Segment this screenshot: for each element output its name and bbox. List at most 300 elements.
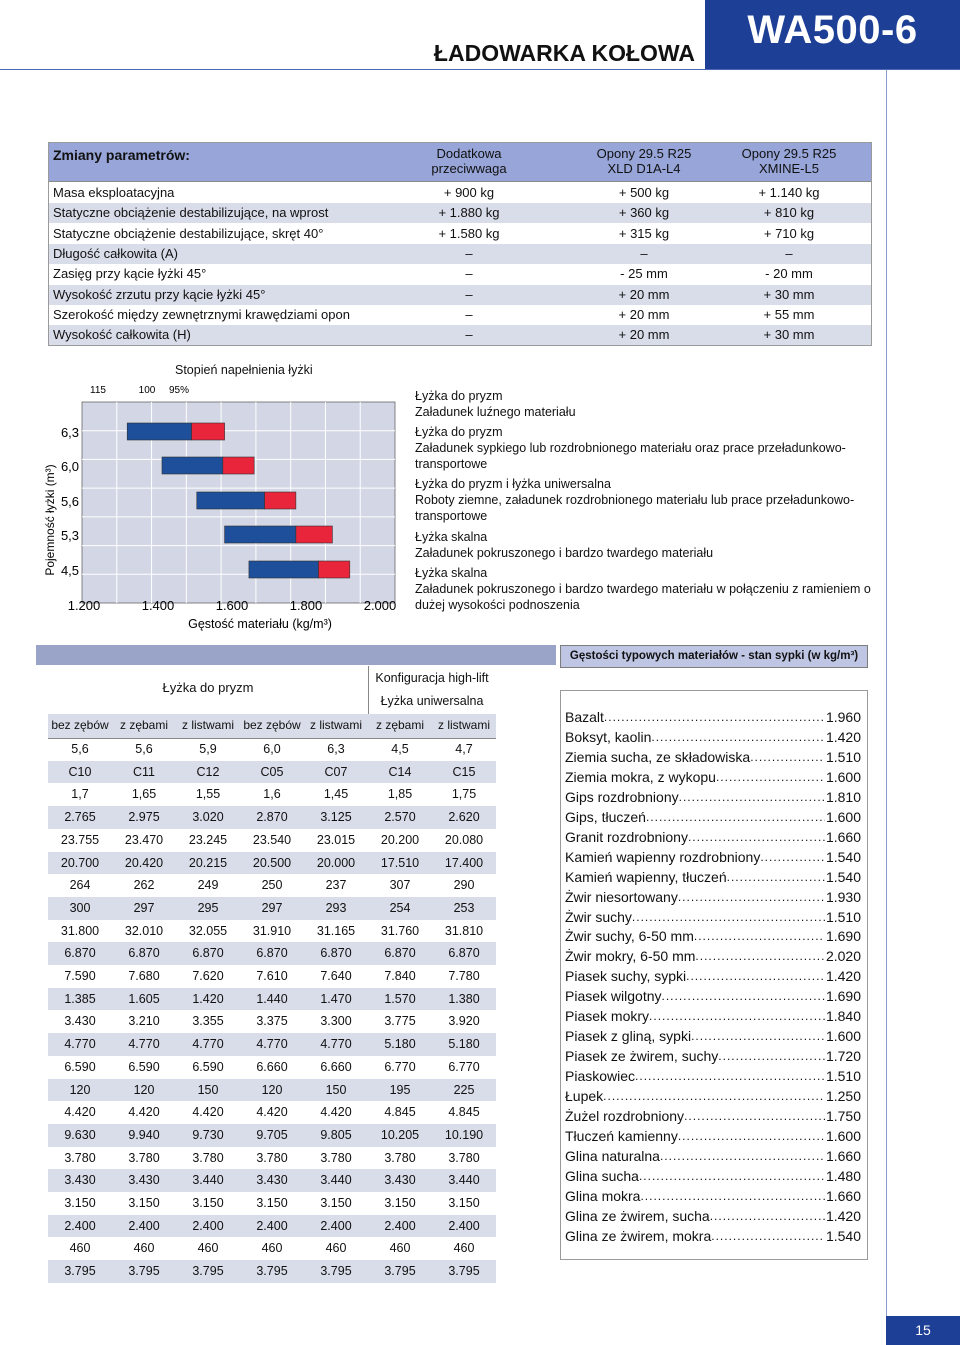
dot-leader	[684, 1106, 825, 1126]
y-tick-label: 4,5	[60, 563, 80, 578]
material-density: 1.540	[825, 848, 861, 865]
material-density: 1.690	[825, 988, 861, 1005]
spec-cell: 6.660	[320, 1059, 352, 1074]
density-item	[565, 986, 861, 1006]
material-name: Glina naturalna	[565, 1147, 660, 1164]
dot-leader	[640, 1186, 825, 1206]
spec-cell: 3.920	[448, 1014, 480, 1029]
spec-cell: 4,7	[455, 742, 473, 756]
spec-cell: 6.770	[448, 1059, 480, 1074]
spec-cell: 4.845	[448, 1105, 480, 1120]
spec-cell: 17.400	[444, 855, 484, 870]
material-name: Żwir suchy	[565, 908, 632, 925]
spec-row	[48, 1033, 496, 1056]
bar-fill-115-100	[162, 457, 223, 474]
spec-cell: C14	[388, 764, 412, 779]
x-tick-label: 1.400	[141, 598, 175, 613]
spec-row	[48, 1124, 496, 1147]
bar-fill-115-100	[249, 561, 319, 578]
spec-cell: 20.420	[124, 855, 164, 870]
spec-cell: 3.440	[320, 1173, 352, 1188]
material-name: Glina ze żwirem, sucha	[565, 1207, 710, 1224]
dot-leader	[660, 1146, 825, 1166]
spec-cell: 5,6	[135, 742, 153, 756]
density-item	[565, 1226, 861, 1246]
spec-cell: 5,9	[199, 742, 217, 756]
spec-cell: 9.705	[256, 1127, 288, 1142]
spec-cell: 1.385	[64, 991, 96, 1006]
parameter-value: –	[465, 306, 473, 322]
material-density: 1.600	[825, 768, 861, 785]
material-density: 2.020	[825, 948, 861, 965]
spec-cell: 5.180	[448, 1037, 480, 1052]
parameter-label: Wysokość całkowita (H)	[53, 327, 191, 343]
density-list	[560, 690, 868, 1260]
spec-cell: 250	[261, 878, 283, 893]
spec-cell: 7.680	[128, 969, 160, 983]
spec-cell: 2.400	[128, 1218, 160, 1233]
spec-cell: 3.795	[320, 1264, 352, 1279]
y-tick-label: 5,6	[60, 494, 80, 509]
spec-row	[48, 1101, 496, 1124]
material-name: Gips, tłuczeń	[565, 808, 646, 825]
spec-cell: 2.400	[256, 1218, 288, 1233]
spec-cell: 6.590	[64, 1059, 96, 1074]
bucket-type: Łyżka do pryzm	[415, 425, 503, 439]
parameter-row	[49, 264, 871, 284]
spec-cell: 31.910	[252, 923, 292, 938]
density-item	[565, 867, 861, 887]
material-density: 1.930	[825, 888, 861, 905]
spec-cell: 300	[69, 900, 91, 915]
density-item	[565, 1126, 861, 1146]
material-name: Piasek suchy, sypki	[565, 968, 687, 985]
spec-cell: 4.770	[256, 1037, 288, 1052]
spec-cell: 3.150	[448, 1196, 480, 1210]
model-name: WA500-6	[747, 8, 918, 52]
spec-row	[48, 874, 496, 897]
spec-cell: 6.870	[256, 946, 288, 961]
material-name: Łupek	[565, 1088, 604, 1105]
spec-cell: 4.770	[64, 1037, 96, 1052]
spec-cell: 295	[197, 900, 219, 915]
material-density: 1.420	[825, 1207, 861, 1224]
density-item	[565, 887, 861, 907]
spec-cell: 3.440	[448, 1173, 480, 1188]
spec-cell: C05	[260, 764, 284, 779]
parameter-row	[49, 285, 871, 305]
spec-cell: 3.150	[64, 1196, 96, 1210]
spec-cell: 4.420	[128, 1105, 160, 1120]
spec-cell: C07	[324, 764, 348, 779]
density-item	[565, 907, 861, 927]
parameter-value: –	[465, 245, 473, 261]
spec-cell: 6.870	[448, 946, 480, 961]
spec-cell: 4.420	[64, 1105, 96, 1120]
material-density: 1.660	[825, 1187, 861, 1204]
page-number: 15	[886, 1316, 960, 1345]
bucket-use: Załadunek sypkiego lub rozdrobnionego materiału oraz prace przeładunkowo-transportowe	[415, 441, 846, 471]
dot-leader	[604, 707, 825, 727]
dot-leader	[688, 827, 825, 847]
spec-cell: 1,85	[387, 787, 413, 802]
density-item	[565, 1006, 861, 1026]
parameter-value: + 20 mm	[618, 327, 670, 343]
spec-cell: 460	[69, 1241, 91, 1256]
density-item	[565, 727, 861, 747]
spec-cell: 4.770	[128, 1037, 160, 1052]
spec-row	[48, 988, 496, 1011]
spec-cell: 31.800	[60, 923, 100, 938]
margin-rule	[886, 70, 887, 1345]
spec-cell: 3.795	[256, 1264, 288, 1279]
material-name: Piasek ze żwirem, suchy	[565, 1048, 719, 1065]
parameter-value: + 20 mm	[618, 306, 670, 322]
density-item	[565, 707, 861, 727]
spec-cell: 7.640	[320, 969, 352, 983]
dot-leader	[711, 1226, 825, 1246]
density-item	[565, 807, 861, 827]
parameter-label: Zasięg przy kącie łyżki 45°	[53, 266, 207, 282]
spec-cell: 1.440	[256, 991, 288, 1006]
density-item	[565, 1026, 861, 1046]
spec-cell: 120	[261, 1082, 283, 1097]
spec-cell: 6.770	[384, 1059, 416, 1074]
spec-cell: 1,7	[71, 787, 89, 802]
spec-row	[48, 965, 496, 988]
model-banner	[705, 0, 960, 70]
spec-cell: 2.400	[64, 1218, 96, 1233]
spec-cell: 120	[133, 1082, 155, 1097]
document-title: ŁADOWARKA KOŁOWA	[433, 40, 695, 66]
spec-cell: 2.400	[320, 1218, 352, 1233]
bucket-type: Łyżka skalna	[415, 530, 488, 544]
spec-cell: 10.205	[380, 1127, 420, 1142]
density-item	[565, 966, 861, 986]
y-tick-label: 6,0	[60, 459, 80, 474]
group-header-universal-bucket: Łyżka uniwersalna	[380, 694, 484, 708]
dot-leader	[679, 787, 825, 807]
spec-cell: 1.570	[384, 991, 416, 1006]
spec-row	[48, 1169, 496, 1192]
density-table-title: Gęstości typowych materiałów - stan sypki (w kg/m³)	[560, 645, 868, 668]
spec-cell: 3.375	[256, 1014, 288, 1029]
spec-cell: 1,75	[451, 787, 477, 802]
spec-row	[48, 852, 496, 875]
spec-cell: 3.150	[320, 1196, 352, 1210]
spec-cell: 6.870	[320, 946, 352, 961]
column-header: z listwami	[181, 718, 234, 732]
spec-row	[48, 1079, 496, 1102]
spec-cell: 3.300	[320, 1014, 352, 1029]
density-item	[565, 1186, 861, 1206]
column-header: bez zębów	[51, 718, 109, 732]
spec-cell: 6,0	[263, 742, 281, 756]
spec-cell: 3.430	[128, 1173, 160, 1188]
material-name: Piasek z gliną, sypki	[565, 1028, 692, 1045]
dot-leader	[662, 986, 826, 1006]
column-header: z zębami	[119, 718, 169, 732]
material-name: Glina ze żwirem, mokra	[565, 1227, 712, 1244]
dot-leader	[750, 747, 825, 767]
spec-cell: 4.770	[320, 1037, 352, 1052]
spec-cell: 3.780	[256, 1150, 288, 1165]
parameter-label: Statyczne obciążenie destabilizujące, skręt 40°	[53, 225, 324, 241]
material-density: 1.840	[825, 1008, 861, 1025]
material-density: 1.250	[825, 1088, 861, 1105]
fill-level-label: 115	[90, 385, 106, 396]
spec-row	[48, 942, 496, 965]
material-density: 1.480	[825, 1167, 861, 1184]
x-tick-label: 1.800	[289, 598, 323, 613]
spec-row	[48, 806, 496, 829]
bucket-type: Łyżka do pryzm	[415, 389, 503, 403]
spec-cell: 2.400	[384, 1218, 416, 1233]
x-tick-label: 1.600	[215, 598, 249, 613]
spec-cell: 7.620	[192, 969, 224, 983]
y-axis-label: Pojemność łyżki (m³)	[43, 464, 57, 576]
column-header-tyres-xmine: Opony 29.5 R25 XMINE-L5	[741, 146, 837, 176]
spec-cell: 7.590	[64, 969, 96, 983]
spec-cell: C12	[196, 764, 220, 779]
spec-cell: 150	[197, 1082, 219, 1097]
bucket-legend-item	[415, 476, 875, 524]
dot-leader	[651, 727, 825, 747]
column-header: z listwami	[437, 718, 490, 732]
dot-leader	[695, 946, 825, 966]
bucket-use: Roboty ziemne, załadunek rozdrobnionego materiału lub prace przeładunkowo-transportowe	[415, 493, 855, 523]
spec-cell: C15	[452, 764, 476, 779]
spec-cell: 2.870	[256, 810, 288, 825]
spec-cell: 32.055	[188, 923, 228, 938]
spec-cell: 3.795	[192, 1264, 224, 1279]
spec-cell: 237	[325, 878, 347, 893]
spec-row	[48, 761, 496, 784]
spec-cell: 20.080	[444, 832, 484, 847]
spec-cell: 4.420	[256, 1105, 288, 1120]
spec-cell: 1.470	[320, 991, 352, 1006]
density-item	[565, 1106, 861, 1126]
spec-cell: 4.845	[384, 1105, 416, 1120]
dot-leader	[678, 887, 825, 907]
spec-cell: 32.010	[124, 923, 164, 938]
spec-cell: 460	[389, 1241, 411, 1256]
parameter-row	[49, 183, 871, 203]
parameter-changes-table	[48, 142, 872, 346]
spec-cell: 23.540	[252, 832, 292, 847]
bucket-legend-item	[415, 565, 875, 613]
spec-cell: 1,6	[263, 787, 281, 802]
spec-cell: 2.570	[384, 810, 416, 825]
density-item	[565, 847, 861, 867]
spec-cell: 3.430	[256, 1173, 288, 1188]
material-name: Żwir mokry, 6-50 mm	[565, 948, 696, 965]
group-header-high-lift: Konfiguracja high-lift	[375, 671, 489, 685]
spec-cell: 2.400	[192, 1218, 224, 1233]
bar-fill-100-95	[296, 526, 333, 543]
parameter-row	[49, 224, 871, 244]
spec-cell: 3.430	[64, 1014, 96, 1029]
spec-cell: 9.940	[128, 1127, 160, 1142]
spec-cell: 2.620	[448, 810, 480, 825]
spec-cell: 4.420	[192, 1105, 224, 1120]
dot-leader	[710, 1206, 825, 1226]
parameter-table-title: Zmiany parametrów:	[53, 147, 190, 163]
spec-row	[48, 1056, 496, 1079]
group-header-pile-bucket: Łyżka do pryzm	[162, 680, 254, 695]
bucket-type: Łyżka skalna	[415, 566, 488, 580]
spec-cell: 4.420	[320, 1105, 352, 1120]
parameter-value: –	[785, 245, 793, 261]
bucket-use: Załadunek pokruszonego i bardzo twardego materiału w połączeniu z ramieniem o dużej wysokości podnoszenia	[415, 582, 871, 612]
density-item	[565, 1166, 861, 1186]
spec-cell: 3.150	[384, 1196, 416, 1210]
spec-cell: 460	[197, 1241, 219, 1256]
density-item	[565, 1206, 861, 1226]
x-axis-label: Gęstość materiału (kg/m³)	[188, 617, 332, 631]
spec-cell: 6.870	[128, 946, 160, 961]
spec-cell: 253	[453, 900, 475, 915]
spec-cell: 4.770	[192, 1037, 224, 1052]
spec-cell: 297	[133, 900, 155, 915]
parameter-value: –	[640, 245, 648, 261]
y-tick-label: 6,3	[60, 425, 80, 440]
material-density: 1.540	[825, 1227, 861, 1244]
parameter-value: + 55 mm	[763, 306, 815, 322]
spec-cell: 3.795	[64, 1264, 96, 1279]
spec-cell: 3.440	[192, 1173, 224, 1188]
dot-leader	[635, 1066, 825, 1086]
spec-cell: 195	[389, 1082, 411, 1097]
spec-cell: 120	[69, 1082, 91, 1097]
material-density: 1.510	[825, 748, 861, 765]
dot-leader	[686, 966, 825, 986]
density-item	[565, 1086, 861, 1106]
spec-cell: 3.780	[448, 1150, 480, 1165]
spec-cell: 31.165	[316, 923, 356, 938]
spec-cell: 249	[197, 878, 219, 893]
material-name: Kamień wapienny, tłuczeń	[565, 868, 727, 885]
spec-cell: 3.210	[128, 1014, 160, 1029]
spec-row	[48, 1192, 496, 1215]
spec-cell: 6.870	[64, 946, 96, 961]
spec-column-headers	[48, 714, 496, 738]
spec-cell: 2.400	[448, 1218, 480, 1233]
spec-cell: 460	[453, 1241, 475, 1256]
material-density: 1.420	[825, 968, 861, 985]
material-density: 1.600	[825, 1127, 861, 1144]
bucket-use: Załadunek pokruszonego i bardzo twardego materiału	[415, 546, 714, 560]
parameter-label: Długość całkowita (A)	[53, 245, 178, 261]
spec-cell: 5.180	[384, 1037, 416, 1052]
parameter-value: + 810 kg	[763, 205, 815, 221]
parameter-table-header	[49, 143, 871, 182]
spec-table-header	[48, 666, 496, 738]
spec-cell: 7.610	[256, 969, 288, 983]
spec-cell: 31.810	[444, 923, 484, 938]
dot-leader	[694, 926, 825, 946]
parameter-value: + 500 kg	[618, 185, 670, 200]
parameter-value: + 1.880 kg	[438, 205, 500, 221]
spec-cell: 460	[133, 1241, 155, 1256]
parameter-label: Statyczne obciążenie destabilizujące, na wprost	[53, 205, 329, 221]
spec-cell: 20.700	[60, 855, 100, 870]
spec-cell: 3.780	[384, 1150, 416, 1165]
x-tick-label: 2.000	[363, 598, 397, 613]
material-density: 1.600	[825, 1028, 861, 1045]
spec-cell: 297	[261, 900, 283, 915]
header-rule	[0, 69, 960, 70]
spec-row	[48, 1215, 496, 1238]
spec-cell: 17.510	[380, 855, 420, 870]
spec-cell: 3.150	[128, 1196, 160, 1210]
parameter-value: + 360 kg	[618, 205, 670, 221]
spec-cell: 20.215	[188, 855, 228, 870]
parameter-label: Wysokość zrzutu przy kącie łyżki 45°	[53, 286, 266, 302]
spec-cell: 262	[133, 878, 155, 893]
spec-cell: 1,55	[195, 787, 221, 802]
density-item	[565, 926, 861, 946]
material-name: Żużel rozdrobniony	[565, 1108, 685, 1124]
bucket-selection-chart	[40, 360, 410, 640]
density-item	[565, 1046, 861, 1066]
material-density: 1.690	[825, 928, 861, 945]
spec-cell: 460	[325, 1241, 347, 1256]
bar-fill-100-95	[223, 457, 254, 474]
parameter-label: Masa eksploatacyjna	[53, 185, 175, 200]
y-tick-label: 5,3	[60, 528, 80, 543]
material-density: 1.720	[825, 1048, 861, 1065]
parameter-label: Szerokość między zewnętrznymi krawędziami opon	[53, 306, 350, 322]
dot-leader	[603, 1086, 825, 1106]
material-name: Piasek mokry	[565, 1008, 650, 1025]
material-name: Glina sucha	[565, 1167, 639, 1184]
dot-leader	[678, 1126, 825, 1146]
material-name: Żwir suchy, 6-50 mm	[565, 928, 694, 945]
material-name: Glina mokra	[565, 1187, 641, 1204]
parameter-value: + 20 mm	[618, 286, 670, 302]
material-density: 1.600	[825, 808, 861, 825]
density-item	[565, 946, 861, 966]
spec-cell: 264	[69, 878, 91, 893]
density-item	[565, 1066, 861, 1086]
spec-row	[48, 1010, 496, 1033]
material-density: 1.660	[825, 1147, 861, 1164]
spec-row	[48, 829, 496, 852]
parameter-row	[49, 244, 871, 264]
material-name: Kamień wapienny rozdrobniony	[565, 848, 761, 865]
bar-fill-115-100	[127, 423, 191, 440]
spec-cell: 2.765	[64, 810, 96, 825]
spec-cell: 20.500	[252, 855, 292, 870]
spec-cell: 1.605	[128, 991, 160, 1006]
parameter-value: + 710 kg	[763, 225, 815, 241]
parameter-value: –	[465, 286, 473, 302]
dot-leader	[639, 1166, 825, 1186]
spec-cell: 3.430	[64, 1173, 96, 1188]
spec-cell: 3.355	[192, 1014, 224, 1029]
spec-cell: 10.190	[444, 1127, 484, 1142]
spec-cell: 23.015	[316, 832, 356, 847]
dot-leader	[716, 767, 825, 787]
bucket-legend-item	[415, 388, 875, 420]
spec-cell: 20.200	[380, 832, 420, 847]
spec-row	[48, 1260, 496, 1283]
material-density: 1.750	[825, 1108, 861, 1124]
spec-cell: 9.730	[192, 1127, 224, 1142]
spec-cell: 1,45	[323, 787, 349, 802]
spec-cell: 9.630	[64, 1127, 96, 1142]
